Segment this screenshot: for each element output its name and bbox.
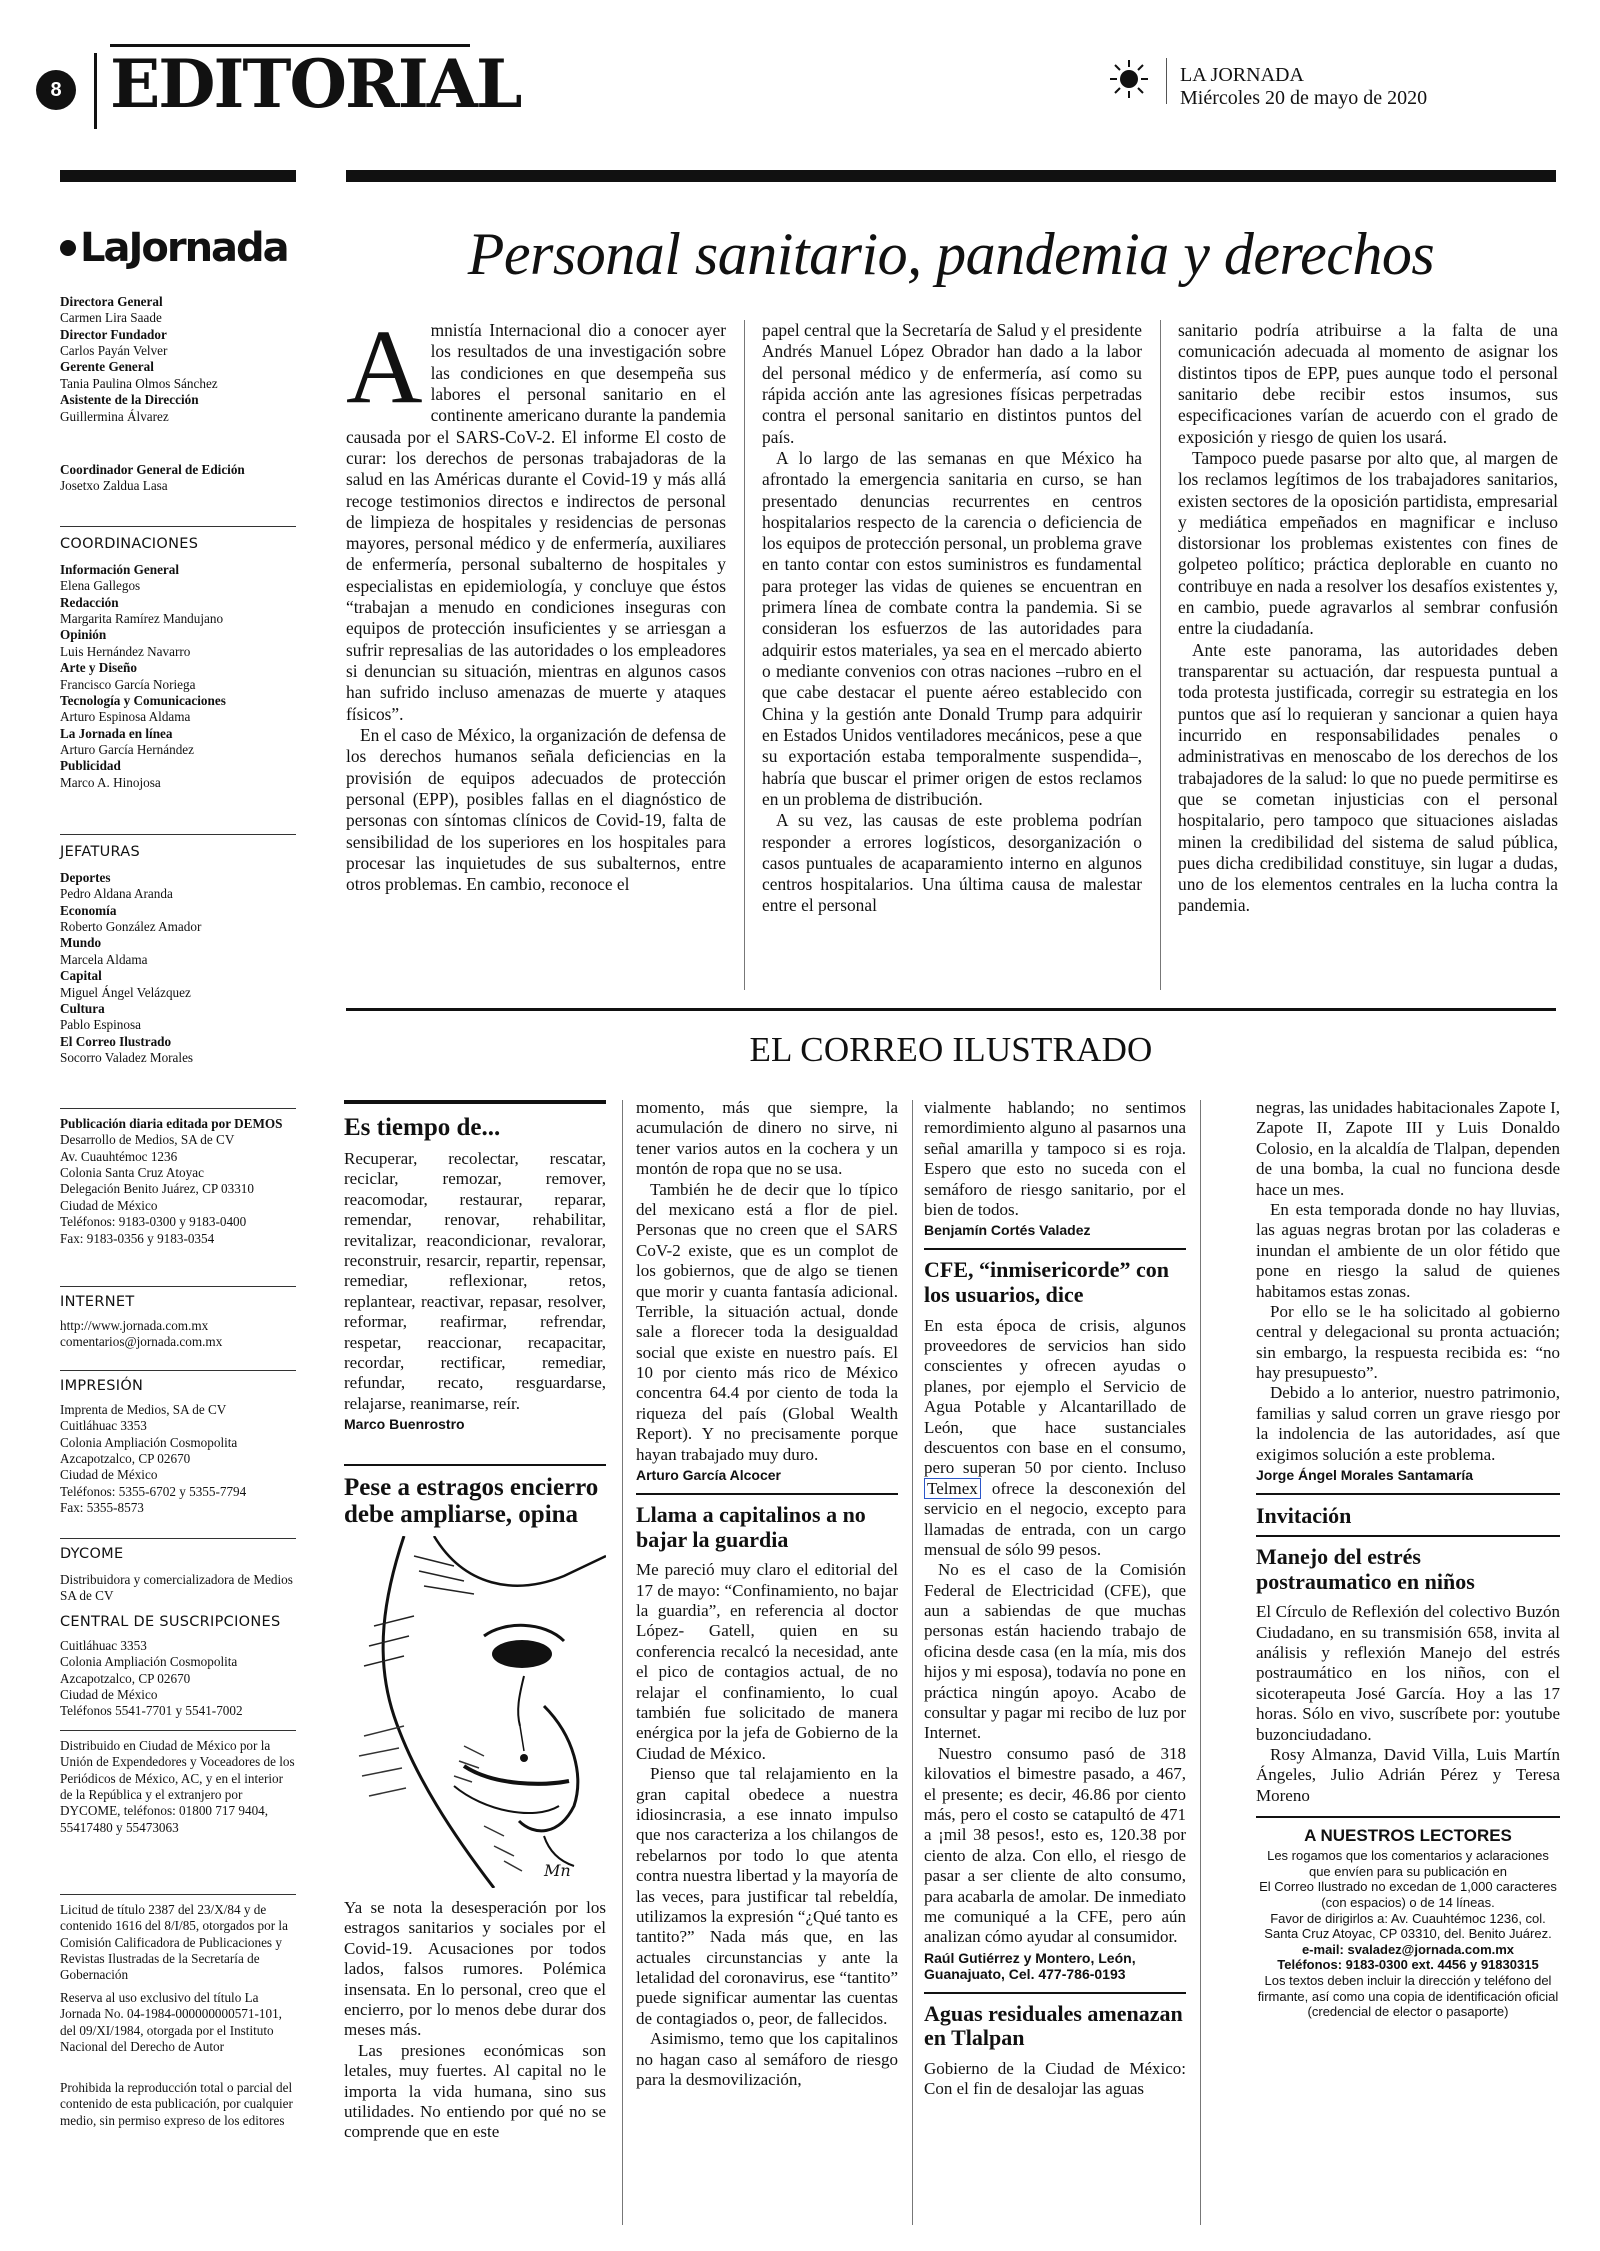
jefatura-name: Pedro Aldana Aranda (60, 886, 173, 902)
letter-title: Llama a capitalinos a no bajar la guardia (636, 1502, 866, 1552)
jefatura-name: Miguel Ángel Velázquez (60, 984, 191, 1000)
coord-name: Margarita Ramírez Mandujano (60, 611, 224, 627)
invitation-title: Manejo del estrés postraumatico en niños (1256, 1544, 1475, 1594)
coord-name: Arturo García Hernández (60, 741, 194, 757)
email-link[interactable]: comentarios@jornada.com.mx (60, 1334, 223, 1350)
letter-text: vialmente hablando; no sentimos remordimiento alguno al pasarnos una señal amarilla y tampoco si es roja. Espero que esto no suceda con el semáforo de riesgo sanitario, por el bien de todos. (924, 1098, 1186, 1219)
staff-name: Carmen Lira Saade (60, 310, 162, 326)
website-link[interactable]: http://www.jornada.com.mx (60, 1318, 209, 1333)
coord-role: Información General (60, 562, 180, 577)
distribution-text: Distribuido en Ciudad de México por la Unión de Expendedores y Voceadores de los Periódicos de México, AC, y en el interior de la República y el extranjero por DYCOME, teléfonos: 01800 717 9404, 55417480 y 55473063 (60, 1738, 295, 1835)
coord-name: Arturo Espinosa Aldama (60, 709, 191, 725)
publication-title: Publicación diaria editada por DEMOS (60, 1116, 283, 1131)
sidebar-divider (60, 1370, 296, 1371)
letter-text: También he de decir que lo típico del mexicano está a flor de piel. Personas que no creen que el SARS CoV-2 existe, que es un complot de los gobiernos, que de algo se tienen que morir y cuanta fantasía adicional. Terrible, la situación actual, donde sale a florecer toda la desigualdad social que existe en nuestro país. El 10 por ciento más rico de México concentra 64.4 por ciento de toda la riqueza del país (Global Wealth Report). Y no precisamente porque hayan trabajado muy duro. (636, 1179, 898, 1464)
coordinator-block (60, 462, 296, 495)
letter-text: Recuperar, recolectar, rescatar, reciclar, remozar, remover, reacomodar, restaurar, reparar, remendar, renovar, rehabilitar, revitalizar, reacondicionar, revalorar, reconstruir, resarcir, repartir, repensar, remediar, reflexionar, retos, replantear, reactivar, repasar, resolver, reformar, reafirmar, refrendar, respetar, reaccionar, recapacitar, recordar, rectificar, remediar, refundar, recato, resguardarse, relajarse, reanimarse, reír. (344, 1149, 606, 1413)
letter-text: En esta temporada donde no hay lluvias, las aguas negras brotan por las coladeras e inundan el ambiente de un olor fétido que pone en riesgo la salud de quienes habitamos estas zonas. (1256, 1199, 1560, 1301)
impresion-line: Colonia Ampliación Cosmopolita (60, 1434, 238, 1450)
masthead-divider (1166, 58, 1167, 104)
invitation-signers: Rosy Almanza, David Villa, Luis Martín Ángeles, Julio Adrián Pérez y Teresa Moreno (1256, 1745, 1560, 1805)
correo-top-line (346, 1008, 1556, 1011)
sidebar-divider (60, 1730, 296, 1731)
jefatura-name: Socorro Valadez Morales (60, 1049, 194, 1065)
letter-title: Aguas residuales amenazan en Tlalpan (924, 2000, 1183, 2051)
text-span: ofrece la desconexión del servicio en el negocio, excepto para llamadas de entrada, con un cargo mensual de sólo 99 pesos. (924, 1478, 1186, 1559)
letter-divider (924, 1992, 1186, 1994)
column-divider (744, 320, 745, 990)
publication-line: Delegación Benito Juárez, CP 03310 (60, 1181, 254, 1197)
publication-line: Desarrollo de Medios, SA de CV (60, 1132, 235, 1148)
impresion-line: Cuitláhuac 3353 (60, 1418, 147, 1434)
editorial-column-3 (1178, 320, 1558, 917)
correo-column-c (924, 1098, 1186, 2100)
readers-divider (1256, 1816, 1560, 1818)
coordinator-role: Coordinador General de Edición (60, 462, 245, 477)
brand-dot-icon (60, 240, 76, 256)
sun-logo-icon (1108, 58, 1150, 100)
letter-text: Asimismo, temo que los capitalinos no hagan caso al semáforo de riesgo para la desmovilización, (636, 2029, 898, 2090)
coord-name: Elena Gallegos (60, 578, 141, 594)
jefatura-role: Mundo (60, 935, 102, 951)
impresion-line: Fax: 5355-8573 (60, 1500, 144, 1516)
suscripciones-line: Teléfonos 5541-7701 y 5541-7002 (60, 1703, 243, 1719)
editorial-title: Personal sanitario, pandemia y derechos (467, 221, 1435, 287)
suscripciones-line: Cuitláhuac 3353 (60, 1638, 147, 1653)
letter-text: Me pareció muy claro el editorial del 17 de mayo: “Confinamiento, no bajar la guardia”, en referencia al doctor López- Gatell, quien en su conferencia recalcó la necesidad, ante el pico de contagios actual, de no relajar el confinamiento, lo cual también fue solicitado de manera enérgica por la jefa de Gobierno de la Ciudad de México. (636, 1560, 898, 1763)
letter-text: Pienso que tal relajamiento en la gran capital obedece a nuestra idiosincrasia, a ese innato impulso que nos caracteriza a los chilangos de rebelarnos por todo lo que atenta contra nuestra libertad y la mayoría de las veces, para justificar tal rebeldía, utilizamos la expresión “¿Qué tanto es tantito?” Nada más que, en las actuales circunstancias y ante la letalidad del coronavirus, ese “tantito” puede significar aumentar las cuentas de contagiados o, peor, de fallecidos. (636, 1764, 898, 2028)
coordinaciones-list (60, 562, 296, 791)
jefatura-name: Roberto González Amador (60, 919, 202, 935)
internet-block (60, 1318, 296, 1351)
correo-column-b (636, 1098, 898, 2090)
face-illustration (344, 1536, 606, 1888)
suscripciones-line: Ciudad de México (60, 1687, 158, 1703)
suscripciones-line: Azcapotzalco, CP 02670 (60, 1670, 191, 1686)
editorial-column-1 (346, 308, 726, 895)
invitation-text: El Círculo de Reflexión del colectivo Buzón Ciudadano, en su transmisión 658, invita al análisis y reflexión Manejo del estrés postraumático en los niños, con el sicoterapeuta José García. Hoy a las 17 horas. Sólo en vivo, suscríbete por: youtube buzonciudadano. (1256, 1602, 1560, 1744)
sidebar-divider (60, 1538, 296, 1539)
impresion-heading: IMPRESIÓN (60, 1378, 144, 1394)
staff-name: Tania Paulina Olmos Sánchez (60, 375, 218, 391)
suscripciones-line: Colonia Ampliación Cosmopolita (60, 1654, 238, 1670)
correo-column-a (344, 1100, 606, 2143)
editorial-top-bar (346, 170, 1556, 182)
suscripciones-heading: CENTRAL DE SUSCRIPCIONES (60, 1614, 281, 1630)
coordinaciones-heading: COORDINACIONES (60, 536, 199, 552)
column-divider (1160, 320, 1161, 990)
readers-notice (1256, 1826, 1560, 2020)
letter-title: Es tiempo de... (344, 1114, 501, 1141)
jefatura-role: El Correo Ilustrado (60, 1033, 172, 1049)
invitation-label: Invitación (1256, 1503, 1352, 1529)
brand-logo (60, 225, 300, 271)
issue-date: Miércoles 20 de mayo de 2020 (1180, 87, 1428, 109)
editorial-paragraph: Ante este panorama, las autoridades deben transparentar su actuación, dar respuesta puntual a toda protesta justificada, corregir su estrategia en los puntos que así lo requieran y sancionar a quien haya incurrido en responsabilidades penales o administrativas en menoscabo de los derechos de los trabajadores de la salud: lo que no puede permitirse es que se cometan injusticias con el personal hospitalario, pero tampoco que situaciones aisladas minen la credibilidad del sistema de salud pública, pues dicha credibilidad constituye, sin lugar a dudas, uno de los elementos centrales en la lucha contra la pandemia. (1178, 639, 1558, 916)
readers-line: El Correo Ilustrado no excedan de 1,000 caracteres (con espacios) o de 14 líneas. (1259, 1879, 1557, 1910)
letter-text: Ya se nota la desesperación por los estragos sanitarios y sociales por el Covid-19. Acusaciones por todos lados, falsos rumores. Polémica insensata. En lo personal, creo que el encierro, por lo menos debe durar dos meses más. (344, 1898, 606, 2040)
coord-role: Arte y Diseño (60, 660, 137, 676)
letter-top-bar (344, 1100, 606, 1104)
coord-role: La Jornada en línea (60, 725, 173, 741)
section-title: EDITORIAL (110, 45, 521, 123)
letter-text: negras, las unidades habitacionales Zapote I, Zapote II, Zapote III y Luis Donaldo Colosio, en la alcaldía de Tlalpan, dependen de una bomba, la cual no funciona desde hace un mes. (1256, 1098, 1560, 1199)
letter-title: CFE, “inmisericorde” con los usuarios, dice (924, 1257, 1170, 1307)
jefaturas-heading: JEFATURAS (60, 844, 141, 860)
letter-text (924, 1316, 1186, 1561)
editorial-column-2 (762, 320, 1142, 917)
drop-cap: A (346, 308, 423, 425)
publication-line: Fax: 9183-0356 y 9183-0354 (60, 1230, 215, 1246)
dycome-block (60, 1572, 296, 1605)
editorial-paragraph: En el caso de México, la organización de defensa de los derechos humanos señala deficiencias en la provisión de equipos adecuados de protección personal (EPP), posibles fallas en el diagnóstico de personas con síntomas clínicos de Covid-19, falta de sensibilidad de los superiores en los hospitales para procesar las inquietudes de sus subalternos, entre otros problemas. En cambio, reconoce el (346, 724, 726, 895)
svg-text:Mn: Mn (544, 1861, 571, 1881)
letter-title: Pese a estragos encierro debe ampliarse, opina (344, 1474, 599, 1529)
sidebar-divider (60, 834, 296, 835)
letter-signature: Marco Buenrostro (344, 1416, 465, 1433)
text-span: En esta época de crisis, algunos proveedores de servicios han sido conscientes y ofrecen ayudas o planes, por ejemplo el Servicio de Agua Potable y Alcantarillado de León, que hace sustanciales descuentos con base en el consumo, pero superan 50 por ciento. Incluso (924, 1315, 1186, 1478)
jefatura-name: Pablo Espinosa (60, 1017, 141, 1033)
sidebar-divider (60, 526, 296, 527)
licitud-text: Licitud de título 2387 del 23/X/84 y de contenido 1616 del 8/I/85, otorgados por la Comisión Calificadora de Publicaciones y Revistas Ilustradas de la Secretaría de Gobernación (60, 1902, 288, 1983)
letter-divider (1256, 1493, 1560, 1495)
jefatura-role: Economía (60, 902, 117, 918)
impresion-block (60, 1402, 296, 1517)
jefatura-role: Capital (60, 968, 102, 984)
letter-divider (924, 1248, 1186, 1250)
sidebar-divider (60, 1894, 296, 1895)
coord-name: Francisco García Noriega (60, 676, 196, 692)
staff-list (60, 294, 296, 425)
letter-divider (1256, 1535, 1560, 1537)
readers-line: Favor de dirigirlos a: Av. Cuauhtémoc 1236, col. Santa Cruz Atoyac, CP 03310, del. Benito Juárez. (1264, 1910, 1552, 1942)
impresion-line: Ciudad de México (60, 1467, 158, 1483)
editorial-paragraph (346, 308, 726, 725)
letter-text: No es el caso de la Comisión Federal de Electricidad (CFE), que aun a sabiendas de que muchas personas están haciendo trabajo de oficina desde casa (en la mía, mis dos hijos y mi esposa), todavía no pone en práctica ningún apoyo. Acabo de consultar y pagar mi recibo de luz por Internet. (924, 1560, 1186, 1743)
letter-divider (344, 1464, 606, 1466)
letter-text: Debido a lo anterior, nuestro patrimonio, familias y salud corren un grave riesgo por la indolencia de las autoridades, así que exigimos solución a este problema. (1256, 1383, 1560, 1464)
telmex-link[interactable]: Telmex (924, 1478, 981, 1499)
editorial-paragraph: Tampoco puede pasarse por alto que, al margen de los reclamos legítimos de los trabajadores sanitarios, existen sectores de la oposición partidista, empresarial y mediática empeñados en magnificar e incluso distorsionar los problemas existentes con fines de golpeteo político; práctica deplorable en cuanto no contribuye en nada a resolver los desafíos existentes y, en cambio, puede agravarlos al sembrar confusión entre la ciudadanía. (1178, 447, 1558, 639)
impresion-line: Imprenta de Medios, SA de CV (60, 1402, 227, 1417)
correo-title: EL CORREO ILUSTRADO (749, 1030, 1153, 1069)
letter-signature: Arturo García Alcocer (636, 1467, 781, 1484)
readers-phone: Teléfonos: 9183-0300 ext. 4456 y 91830315 (1277, 1957, 1539, 1973)
jefaturas-list (60, 870, 296, 1066)
publication-block (60, 1116, 296, 1247)
coordinator-name: Josetxo Zaldua Lasa (60, 478, 168, 494)
editorial-paragraph: papel central que la Secretaría de Salud y el presidente Andrés Manuel López Obrador han dado a la labor del personal médico y de enfermería, así como su rápida acción ante las agresiones físicas perpetradas contra el personal sanitario en distintos puntos del país. (762, 320, 1143, 447)
letter-text: Nuestro consumo pasó de 318 kilovatios el bimestre pasado, a 467, el presente; es decir, 46.86 por ciento más, pero el costo se catapultó de 471 a ¡mil 38 pesos!, esto es, 120.38 por ciento de alza. Con ello, el riesgo de pasar a ser cliente de alto consumo, para acabarla de amolar. De inmediato me comuniqué a la CFE, pero aún analizan cómo ayudar al consumidor. (924, 1743, 1186, 1947)
letter-text: momento, más que siempre, la acumulación de dinero no sirve, ni tener varios autos en la cochera y un montón de ropa que no se usa. (636, 1098, 898, 1179)
staff-role: Asistente de la Dirección (60, 392, 199, 408)
page-number: 8 (36, 70, 76, 110)
readers-title: A NUESTROS LECTORES (1304, 1826, 1512, 1846)
coord-role: Opinión (60, 627, 107, 643)
newspaper-name: LA JORNADA (1180, 64, 1304, 86)
readers-line: Les rogamos que los comentarios y aclaraciones que envíen para su publicación en (1267, 1848, 1549, 1879)
editorial-paragraph: A lo largo de las semanas en que México ha afrontado la emergencia sanitaria en curso, se han presentado denuncias recurrentes en centros hospitalarios respecto de la carencia o deficiencia de los equipos de protección personal, un problema grave en tanto contar con estos suministros es fundamental para proteger las vidas de quienes se encuentran en primera línea de combate contra la pandemia. Si se consideran los esfuerzos de las autoridades para adquirir estos materiales, ya sea en el mercado abierto o mediante convenios con otras naciones –rubro en el que cabe destacar el puente aéreo establecido con China y la gestión ante Donald Trump para adquirir en Estados Unidos ventiladores mecánicos, pese a que su exportación estaba temporalmente suspendida–, habría que buscar el primer origen de estos reclamos en un problema de distribución. (762, 447, 1142, 809)
staff-role: Directora General (60, 294, 163, 309)
coord-name: Luis Hernández Navarro (60, 643, 191, 659)
column-divider (912, 1100, 913, 2225)
sidebar-divider (60, 1108, 296, 1109)
editorial-paragraph: A su vez, las causas de este problema podrían responder a errores logísticos, desorganización o casos puntuales de acaparamiento interno en algunos centros hospitalarios. Una última causa de malestar entre el personal (762, 810, 1142, 916)
readers-line: Los textos deben incluir la dirección y teléfono del firmante, así como una copia de identificación oficial (credencial de elector o pasaporte) (1257, 1972, 1559, 2020)
jefatura-role: Deportes (60, 870, 111, 885)
letter-text: Las presiones económicas son letales, muy fuertes. Al capital no le importa la vida humana, sino sus utilidades. No entiendo por qué no se comprende que en este (344, 2040, 606, 2142)
letter-text: Gobierno de la Ciudad de México: Con el fin de desalojar las aguas (924, 2058, 1186, 2099)
reserva-text: Reserva al uso exclusivo del título La Jornada No. 04-1984-000000000571-101, del 09/XI/1984, otorgada por el Instituto Nacional del Derecho de Autor (60, 1990, 282, 2055)
paragraph-text: mnistía Internacional dio a conocer ayer los resultados de una investigación sobre las condiciones en que desempeña sus labores el personal sanitario en el continente americano durante la pandemia causada por el SARS-CoV-2. El informe El costo de curar: los derechos de personas trabajadoras de la salud en las Américas durante el Covid-19 y más allá recoge testimonios directos e indirectos de personal de limpieza de hospitales y residencias de personas mayores, personal médico y de enfermería, auxiliares de enfermería, personal subalterno de hospitales y especialistas en epidemiología, y concluye que éstos “trabajan a menudo en condiciones inseguras con equipos de protección insuficientes y se arriesgan a sufrir represalias de las autoridades o los empleadores si denuncian su situación, mientras en algunos casos han sufrido incluso amenazas de muerte y ataques físicos”. (346, 320, 726, 724)
readers-email[interactable]: e-mail: svaladez@jornada.com.mx (1301, 1941, 1515, 1957)
editorial-paragraph: sanitario podría atribuirse a la falta de una comunicación adecuada al momento de asignar los distintos tipos de EPP, pues aunque todo el personal sanitario debe recibir estos insumos, sus especificaciones varían de acuerdo con el grado de exposición y riesgo de quien los usará. (1178, 320, 1558, 447)
letter-text: Por ello se le ha solicitado al gobierno central y delegacional su pronta actuación; sin embargo, la respuesta recibida es: “no hay presupuesto”. (1256, 1301, 1560, 1383)
coord-role: Tecnología y Comunicaciones (60, 692, 226, 708)
impresion-line: Teléfonos: 5355-6702 y 5355-7794 (60, 1483, 247, 1499)
letter-signature: Raúl Gutiérrez y Montero, León, Guanajuato, Cel. 477-786-0193 (924, 1949, 1136, 1982)
masthead-info (1180, 64, 1427, 110)
impresion-line: Azcapotzalco, CP 02670 (60, 1451, 191, 1467)
coord-name: Marco A. Hinojosa (60, 774, 161, 790)
sidebar-top-bar (60, 170, 296, 182)
internet-heading: INTERNET (60, 1294, 135, 1310)
publication-line: Av. Cuauhtémoc 1236 (60, 1148, 178, 1164)
column-divider (1200, 1100, 1201, 2225)
publication-line: Teléfonos: 9183-0300 y 9183-0400 (60, 1214, 247, 1230)
publication-line: Colonia Santa Cruz Atoyac (60, 1165, 204, 1181)
dycome-line: Distribuidora y comercializadora de Medios SA de CV (60, 1572, 293, 1604)
letter-signature: Jorge Ángel Morales Santamaría (1256, 1467, 1474, 1484)
sidebar-divider (60, 1286, 296, 1287)
staff-name: Guillermina Álvarez (60, 408, 169, 424)
prohibida-text: Prohibida la reproducción total o parcial del contenido de esta publicación, por cualquier medio, sin permiso expreso de los editores (60, 2080, 293, 2128)
coord-role: Publicidad (60, 758, 121, 774)
letter-divider (636, 1493, 898, 1495)
dycome-heading: DYCOME (60, 1546, 124, 1562)
staff-role: Director Fundador (60, 326, 167, 342)
column-divider (622, 1100, 623, 2225)
letter-signature: Benjamín Cortés Valadez (924, 1222, 1091, 1239)
publication-line: Ciudad de México (60, 1197, 158, 1213)
correo-column-d (1256, 1098, 1560, 2020)
jefatura-name: Marcela Aldama (60, 951, 148, 967)
coord-role: Redacción (60, 594, 119, 610)
jefatura-role: Cultura (60, 1000, 105, 1016)
staff-role: Gerente General (60, 359, 154, 375)
suscripciones-block (60, 1638, 296, 1720)
brand-name: LaJornada (80, 225, 288, 271)
staff-name: Carlos Payán Velver (60, 343, 168, 359)
